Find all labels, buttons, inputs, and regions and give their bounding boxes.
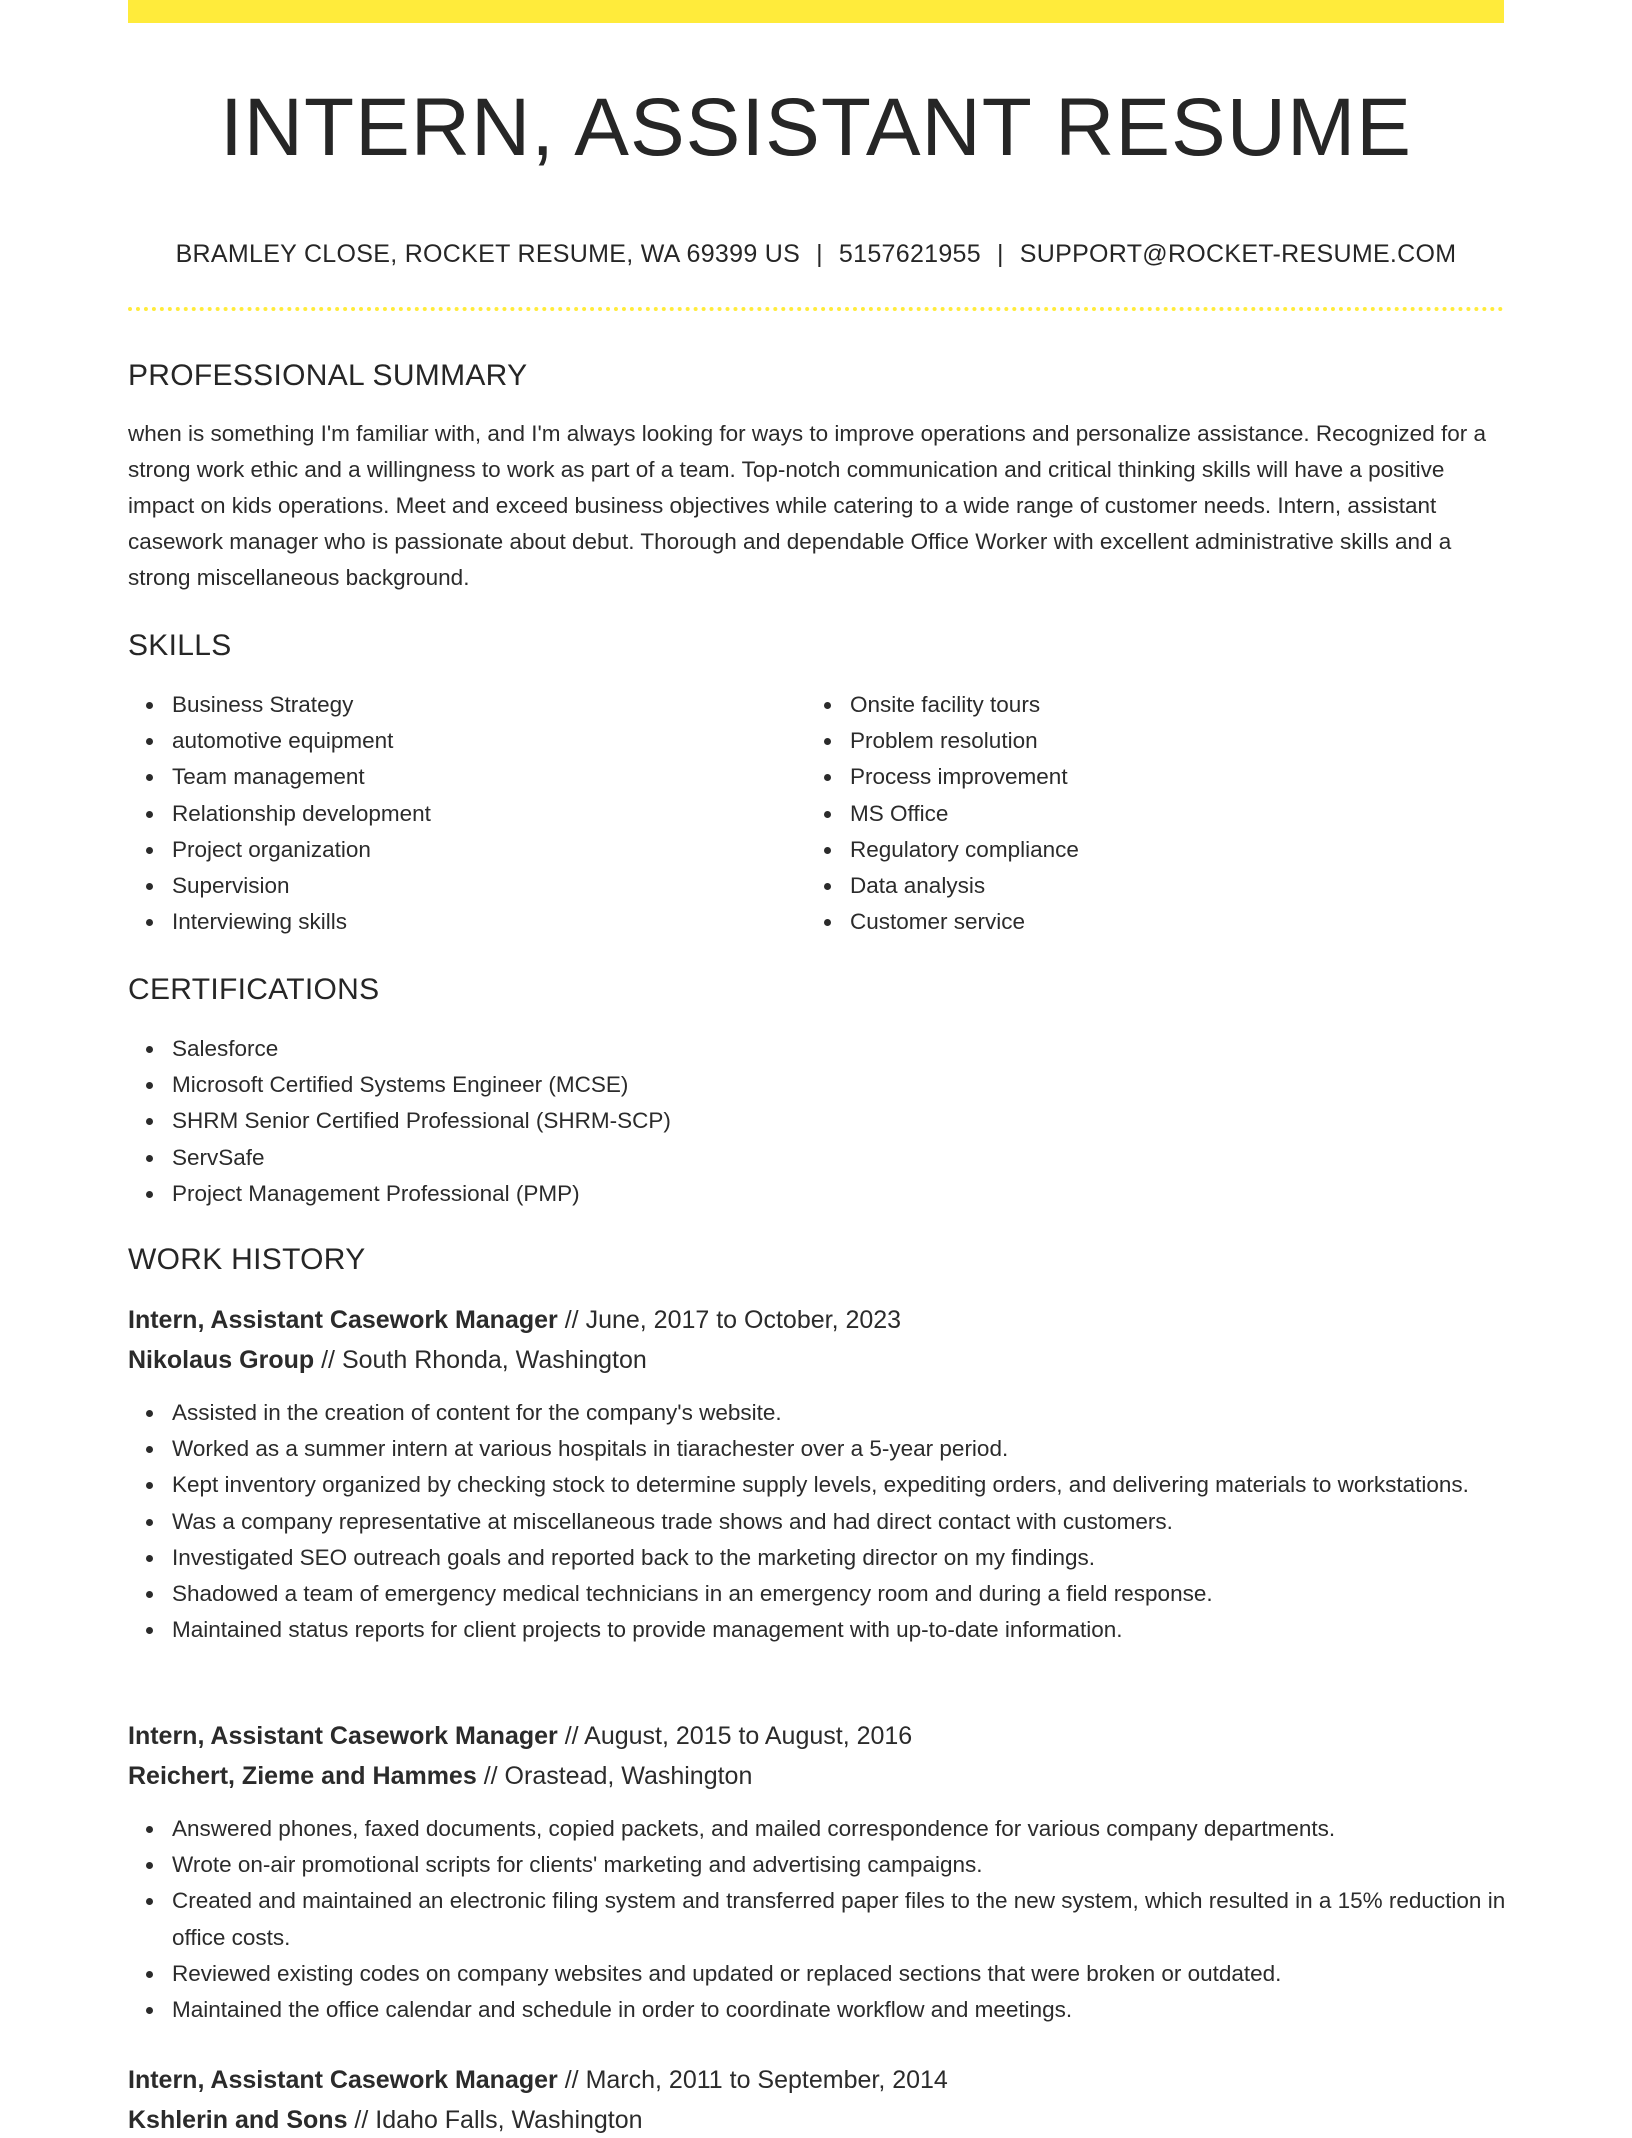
job-bullets (128, 1811, 1548, 2028)
job-title-line (128, 2062, 948, 2098)
job-location: Idaho Falls, Washington (375, 2106, 643, 2134)
contact-phone: 5157621955 (838, 240, 981, 268)
skills-list-right (806, 687, 1500, 940)
job-bullet: Assisted in the creation of content for the company's website. (172, 1395, 1548, 1431)
job-separator: // (314, 1346, 342, 1374)
skill-item: Supervision (172, 868, 792, 904)
job-title: Intern, Assistant Casework Manager (128, 2066, 558, 2094)
certifications-list (128, 1031, 1472, 1212)
job-title-line (128, 1718, 912, 1754)
skill-item: automotive equipment (172, 723, 792, 759)
contact-line (128, 236, 1504, 272)
skills-heading: SKILLS (128, 629, 232, 662)
contact-email: SUPPORT@ROCKET-RESUME.COM (1019, 240, 1457, 268)
contact-separator: | (996, 240, 1004, 268)
skill-item: Problem resolution (850, 723, 1500, 759)
skill-item: Customer service (850, 904, 1500, 940)
job-bullets (128, 1395, 1548, 1648)
skill-item: Business Strategy (172, 687, 792, 723)
skill-item: Interviewing skills (172, 904, 792, 940)
skill-item: Relationship development (172, 796, 792, 832)
job-bullet: Investigated SEO outreach goals and reported back to the marketing director on my findings. (172, 1540, 1548, 1576)
job-company: Nikolaus Group (128, 1346, 315, 1374)
job-separator: // (347, 2106, 376, 2134)
job-separator: // (557, 1306, 586, 1334)
skill-item: Regulatory compliance (850, 832, 1500, 868)
skill-item: Process improvement (850, 759, 1500, 795)
job-title: Intern, Assistant Casework Manager (128, 1722, 558, 1750)
certification-item: Project Management Professional (PMP) (172, 1176, 1472, 1212)
job-dates: March, 2011 to September, 2014 (585, 2066, 948, 2094)
contact-separator: | (816, 240, 823, 268)
skill-item: Onsite facility tours (850, 687, 1500, 723)
certification-item: Salesforce (172, 1031, 1472, 1067)
certification-item: Microsoft Certified Systems Engineer (MCSE) (172, 1067, 1472, 1103)
summary-heading: PROFESSIONAL SUMMARY (128, 359, 528, 392)
top-accent-bar (128, 0, 1504, 23)
skill-item: Data analysis (850, 868, 1500, 904)
certification-item: SHRM Senior Certified Professional (SHRM-SCP) (172, 1103, 1472, 1139)
job-bullet: Answered phones, faxed documents, copied packets, and mailed correspondence for various company departments. (172, 1811, 1548, 1847)
job-company: Reichert, Zieme and Hammes (128, 1762, 477, 1790)
job-bullet: Created and maintained an electronic filing system and transferred paper files to the new system, which resulted in a 15% reduction in office costs. (172, 1883, 1548, 1955)
skill-item: Project organization (172, 832, 792, 868)
job-dates: August, 2015 to August, 2016 (584, 1722, 913, 1750)
job-bullet: Shadowed a team of emergency medical technicians in an emergency room and during a field response. (172, 1576, 1548, 1612)
job-company-line (128, 1342, 647, 1378)
job-separator: // (557, 2066, 586, 2094)
job-bullet: Was a company representative at miscellaneous trade shows and had direct contact with customers. (172, 1504, 1548, 1540)
resume-title: INTERN, ASSISTANT RESUME (220, 82, 1412, 173)
job-location: South Rhonda, Washington (341, 1346, 647, 1374)
job-title: Intern, Assistant Casework Manager (128, 1306, 558, 1334)
job-title-line (128, 1302, 901, 1338)
skills-list-left (128, 687, 792, 940)
job-bullet: Worked as a summer intern at various hospitals in tiarachester over a 5-year period. (172, 1431, 1548, 1467)
job-bullet: Maintained the office calendar and schedule in order to coordinate workflow and meetings. (172, 1992, 1548, 2028)
dotted-divider (128, 307, 1504, 311)
job-bullet: Wrote on-air promotional scripts for clients' marketing and advertising campaigns. (172, 1847, 1548, 1883)
job-bullet: Reviewed existing codes on company websites and updated or replaced sections that were broken or outdated. (172, 1956, 1548, 1992)
certification-item: ServSafe (172, 1140, 1472, 1176)
skill-item: MS Office (850, 796, 1500, 832)
job-company-line (128, 1758, 752, 1794)
job-separator: // (476, 1762, 505, 1790)
certifications-heading: CERTIFICATIONS (128, 973, 380, 1006)
contact-address: BRAMLEY CLOSE, ROCKET RESUME, WA 69399 US (175, 240, 801, 268)
summary-text: when is something I'm familiar with, and I'm always looking for ways to improve operations and personalize assistance. Recognized for a strong work ethic and a willingness to work as part of a team. Top-notch communication and critical thinking skills will have a positive impact on kids operations. Meet and exceed business objectives while catering to a wide range of customer needs. Intern, assistant casework manager who is passionate about debut. Thorough and dependable Office Worker with excellent administrative skills and a strong miscellaneous background. (128, 421, 1486, 590)
job-company-line (128, 2102, 643, 2138)
job-bullet: Kept inventory organized by checking stock to determine supply levels, expediting orders, and delivering materials to workstations. (172, 1467, 1548, 1503)
work-history-heading: WORK HISTORY (128, 1243, 366, 1276)
job-location: Orastead, Washington (504, 1762, 753, 1790)
job-bullet: Maintained status reports for client projects to provide management with up-to-date information. (172, 1612, 1548, 1648)
job-dates: June, 2017 to October, 2023 (585, 1306, 902, 1334)
skill-item: Team management (172, 759, 792, 795)
job-separator: // (557, 1722, 585, 1750)
job-company: Kshlerin and Sons (128, 2106, 348, 2134)
